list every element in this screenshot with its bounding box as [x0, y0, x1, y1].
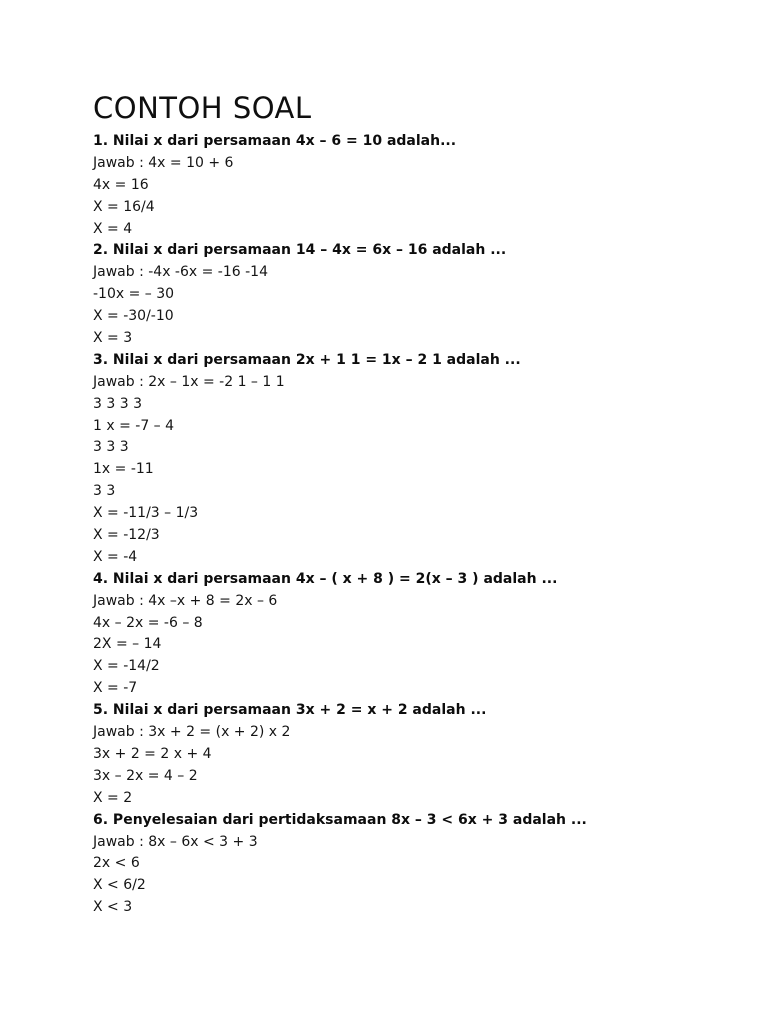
answer-line: X = 4: [93, 220, 133, 237]
document-body: [93, 88, 733, 919]
question-line: 6. Penyelesaian dari pertidaksamaan 8x – 3 < 6x + 3 adalah ...: [93, 811, 587, 828]
answer-line: X < 6/2: [93, 877, 146, 894]
answer-line: Jawab : 4x –x + 8 = 2x – 6: [93, 592, 278, 609]
answer-line: X = 16/4: [93, 198, 155, 215]
answer-line: 1 x = -7 – 4: [93, 417, 175, 434]
answer-line: 4x – 2x = -6 – 8: [93, 614, 203, 631]
answer-line: 3x + 2 = 2 x + 4: [93, 745, 212, 762]
answer-line: 2X = – 14: [93, 636, 162, 653]
answer-line: 2x < 6: [93, 855, 140, 872]
answer-line: 4x = 16: [93, 176, 149, 193]
answer-line: X = -12/3: [93, 527, 160, 544]
answer-line: X < 3: [93, 899, 133, 916]
question-line: 5. Nilai x dari persamaan 3x + 2 = x + 2 adalah ...: [93, 702, 487, 719]
answer-line: X = -11/3 – 1/3: [93, 505, 199, 522]
answer-line: 3 3 3: [93, 439, 129, 456]
answer-line: Jawab : -4x -6x = -16 -14: [93, 264, 268, 281]
answer-line: 3x – 2x = 4 – 2: [93, 767, 198, 784]
answer-line: X = 2: [93, 789, 133, 806]
answer-line: Jawab : 8x – 6x < 3 + 3: [93, 833, 258, 850]
answer-line: X = 3: [93, 330, 133, 347]
page-title: CONTOH SOAL: [93, 91, 312, 125]
answer-line: -10x = – 30: [93, 286, 175, 303]
question-line: 2. Nilai x dari persamaan 14 – 4x = 6x – 16 adalah ...: [93, 242, 507, 259]
answer-line: X = -4: [93, 548, 138, 565]
answer-line: X = -14/2: [93, 658, 160, 675]
answer-line: 3 3: [93, 483, 116, 500]
content-lines: [93, 131, 733, 919]
answer-line: X = -7: [93, 680, 138, 697]
answer-line: Jawab : 4x = 10 + 6: [93, 154, 234, 171]
answer-line: Jawab : 2x – 1x = -2 1 – 1 1: [93, 373, 285, 390]
answer-line: 1x = -11: [93, 461, 154, 478]
answer-line: 3 3 3 3: [93, 395, 142, 412]
answer-line: Jawab : 3x + 2 = (x + 2) x 2: [93, 724, 291, 741]
answer-line: X = -30/-10: [93, 308, 174, 325]
question-line: 4. Nilai x dari persamaan 4x – ( x + 8 ) = 2(x – 3 ) adalah ...: [93, 570, 558, 587]
question-line: 1. Nilai x dari persamaan 4x – 6 = 10 adalah...: [93, 133, 457, 149]
question-line: 3. Nilai x dari persamaan 2x + 1 1 = 1x – 2 1 adalah ...: [93, 351, 521, 368]
